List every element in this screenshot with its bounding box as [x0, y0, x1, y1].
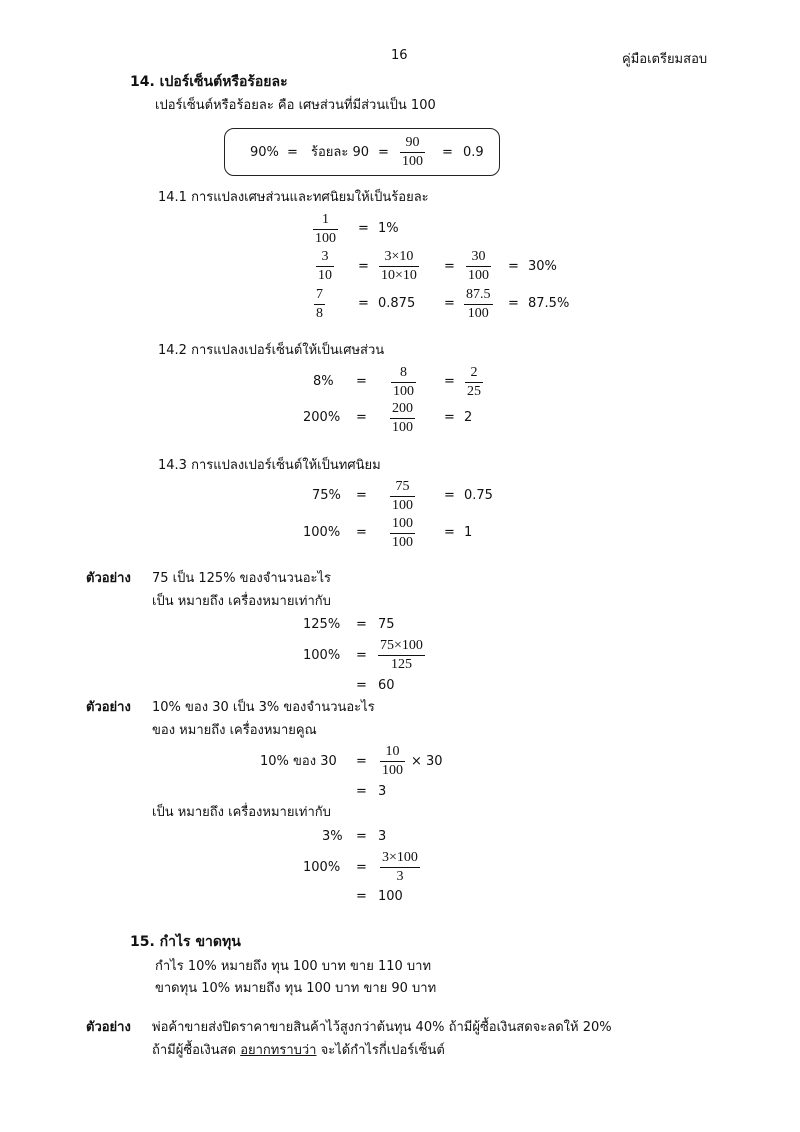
subsection-14-2-title: 14.2 การแปลงเปอร์เซ็นต์ให้เป็นเศษส่วน [158, 343, 385, 358]
example-label: ตัวอย่าง [86, 700, 131, 715]
book-title: คู่มือเตรียมสอบ [622, 52, 708, 67]
example-hint: เป็น หมายถึง เครื่องหมายเท่ากับ [152, 594, 331, 609]
percent-value: 200% [303, 410, 341, 425]
fraction: 75×100 125 [380, 638, 423, 672]
equals-sign: = [356, 754, 367, 769]
fraction: 87.5 100 [466, 287, 491, 321]
percent-value: 8% [313, 374, 334, 389]
section-14-definition: เปอร์เซ็นต์หรือร้อยละ คือ เศษส่วนที่มีส่วนเป็น 100 [155, 98, 436, 113]
box-fraction: 90 100 [402, 135, 423, 169]
example-hint: เป็น หมายถึง เครื่องหมายเท่ากับ [152, 805, 331, 820]
equals-sign: = [356, 374, 367, 389]
example-hint: ของ หมายถึง เครื่องหมายคูณ [152, 723, 317, 738]
example-question: 75 เป็น 125% ของจำนวนอะไร [152, 571, 332, 586]
subsection-14-1-title: 14.1 การแปลงเศษส่วนและทศนิยมให้เป็นร้อยละ [158, 190, 429, 205]
fraction: 75 100 [392, 479, 413, 513]
fraction: 8 100 [393, 365, 414, 399]
profit-definition: กำไร 10% หมายถึง ทุน 100 บาท ขาย 110 บาท [155, 959, 432, 974]
equals-sign: = [358, 259, 369, 274]
section-14-title: 14. เปอร์เซ็นต์หรือร้อยละ [130, 74, 288, 90]
example-label: ตัวอย่าง [86, 571, 131, 586]
equals-sign: = [356, 829, 367, 844]
equals-sign: = [358, 221, 369, 236]
equals-sign: = [356, 488, 367, 503]
equation-right: 100 [378, 889, 403, 904]
percent-value: 100% [303, 525, 341, 540]
multiply-term: × 30 [411, 754, 443, 769]
fraction: 1 100 [315, 212, 336, 246]
equals-sign: = [356, 860, 367, 875]
equals-sign: = [444, 296, 455, 311]
subsection-14-3-title: 14.3 การแปลงเปอร์เซ็นต์ให้เป็นทศนิยม [158, 458, 381, 473]
equals-sign: = [356, 784, 367, 799]
example-label: ตัวอย่าง [86, 1020, 131, 1035]
loss-definition: ขาดทุน 10% หมายถึง ทุน 100 บาท ขาย 90 บาท [155, 981, 437, 996]
box-decimal: 0.9 [463, 145, 484, 160]
box-equals: = [378, 145, 389, 160]
example-question: 10% ของ 30 เป็น 3% ของจำนวนอะไร [152, 700, 375, 715]
fraction: 200 100 [392, 401, 413, 435]
box-equals: = [442, 145, 453, 160]
equals-sign: = [444, 488, 455, 503]
fraction: 3×10 10×10 [381, 249, 417, 283]
equation-right: 60 [378, 678, 395, 693]
fraction: 3 10 [318, 249, 332, 283]
result: 30% [528, 259, 557, 274]
result: 1 [464, 525, 473, 540]
equals-sign: = [356, 648, 367, 663]
page-number: 16 [391, 48, 408, 63]
example-problem-line2: ถ้ามีผู้ซื้อเงินสด อยากทราบว่า จะได้กำไรกี่เปอร์เซ็นต์ [152, 1043, 445, 1058]
result: 1% [378, 221, 399, 236]
percent-value: 75% [312, 488, 341, 503]
box-percent: 90% [250, 145, 279, 160]
equals-sign: = [444, 410, 455, 425]
equation-left: 3% [322, 829, 343, 844]
fraction: 10 100 [382, 744, 403, 778]
decimal-value: 0.875 [378, 296, 416, 311]
equals-sign: = [444, 525, 455, 540]
equals-sign: = [356, 525, 367, 540]
box-word: ร้อยละ 90 [311, 145, 370, 160]
equation-right: 3 [378, 829, 387, 844]
equation-left: 125% [303, 617, 341, 632]
result: 2 [464, 410, 473, 425]
fraction: 30 100 [468, 249, 489, 283]
equation-left: 100% [303, 860, 341, 875]
equals-sign: = [508, 296, 519, 311]
equals-sign: = [356, 889, 367, 904]
equation-right: 3 [378, 784, 387, 799]
fraction: 3×100 3 [382, 850, 418, 884]
result: 0.75 [464, 488, 493, 503]
equals-sign: = [356, 678, 367, 693]
section-15-title: 15. กำไร ขาดทุน [130, 934, 241, 950]
equals-sign: = [444, 259, 455, 274]
equation-left: 10% ของ 30 [260, 754, 337, 769]
equation-right: 75 [378, 617, 395, 632]
result: 87.5% [528, 296, 570, 311]
box-equals: = [287, 145, 298, 160]
equation-left: 100% [303, 648, 341, 663]
equals-sign: = [358, 296, 369, 311]
fraction: 100 100 [392, 516, 413, 550]
fraction: 7 8 [316, 287, 323, 321]
equals-sign: = [356, 410, 367, 425]
equals-sign: = [444, 374, 455, 389]
fraction: 2 25 [467, 365, 481, 399]
example-problem-line1: พ่อค้าขายส่งปิดราคาขายสินค้าไว้สูงกว่าต้นทุน 40% ถ้ามีผู้ซื้อเงินสดจะลดให้ 20% [152, 1020, 612, 1035]
equals-sign: = [508, 259, 519, 274]
equals-sign: = [356, 617, 367, 632]
